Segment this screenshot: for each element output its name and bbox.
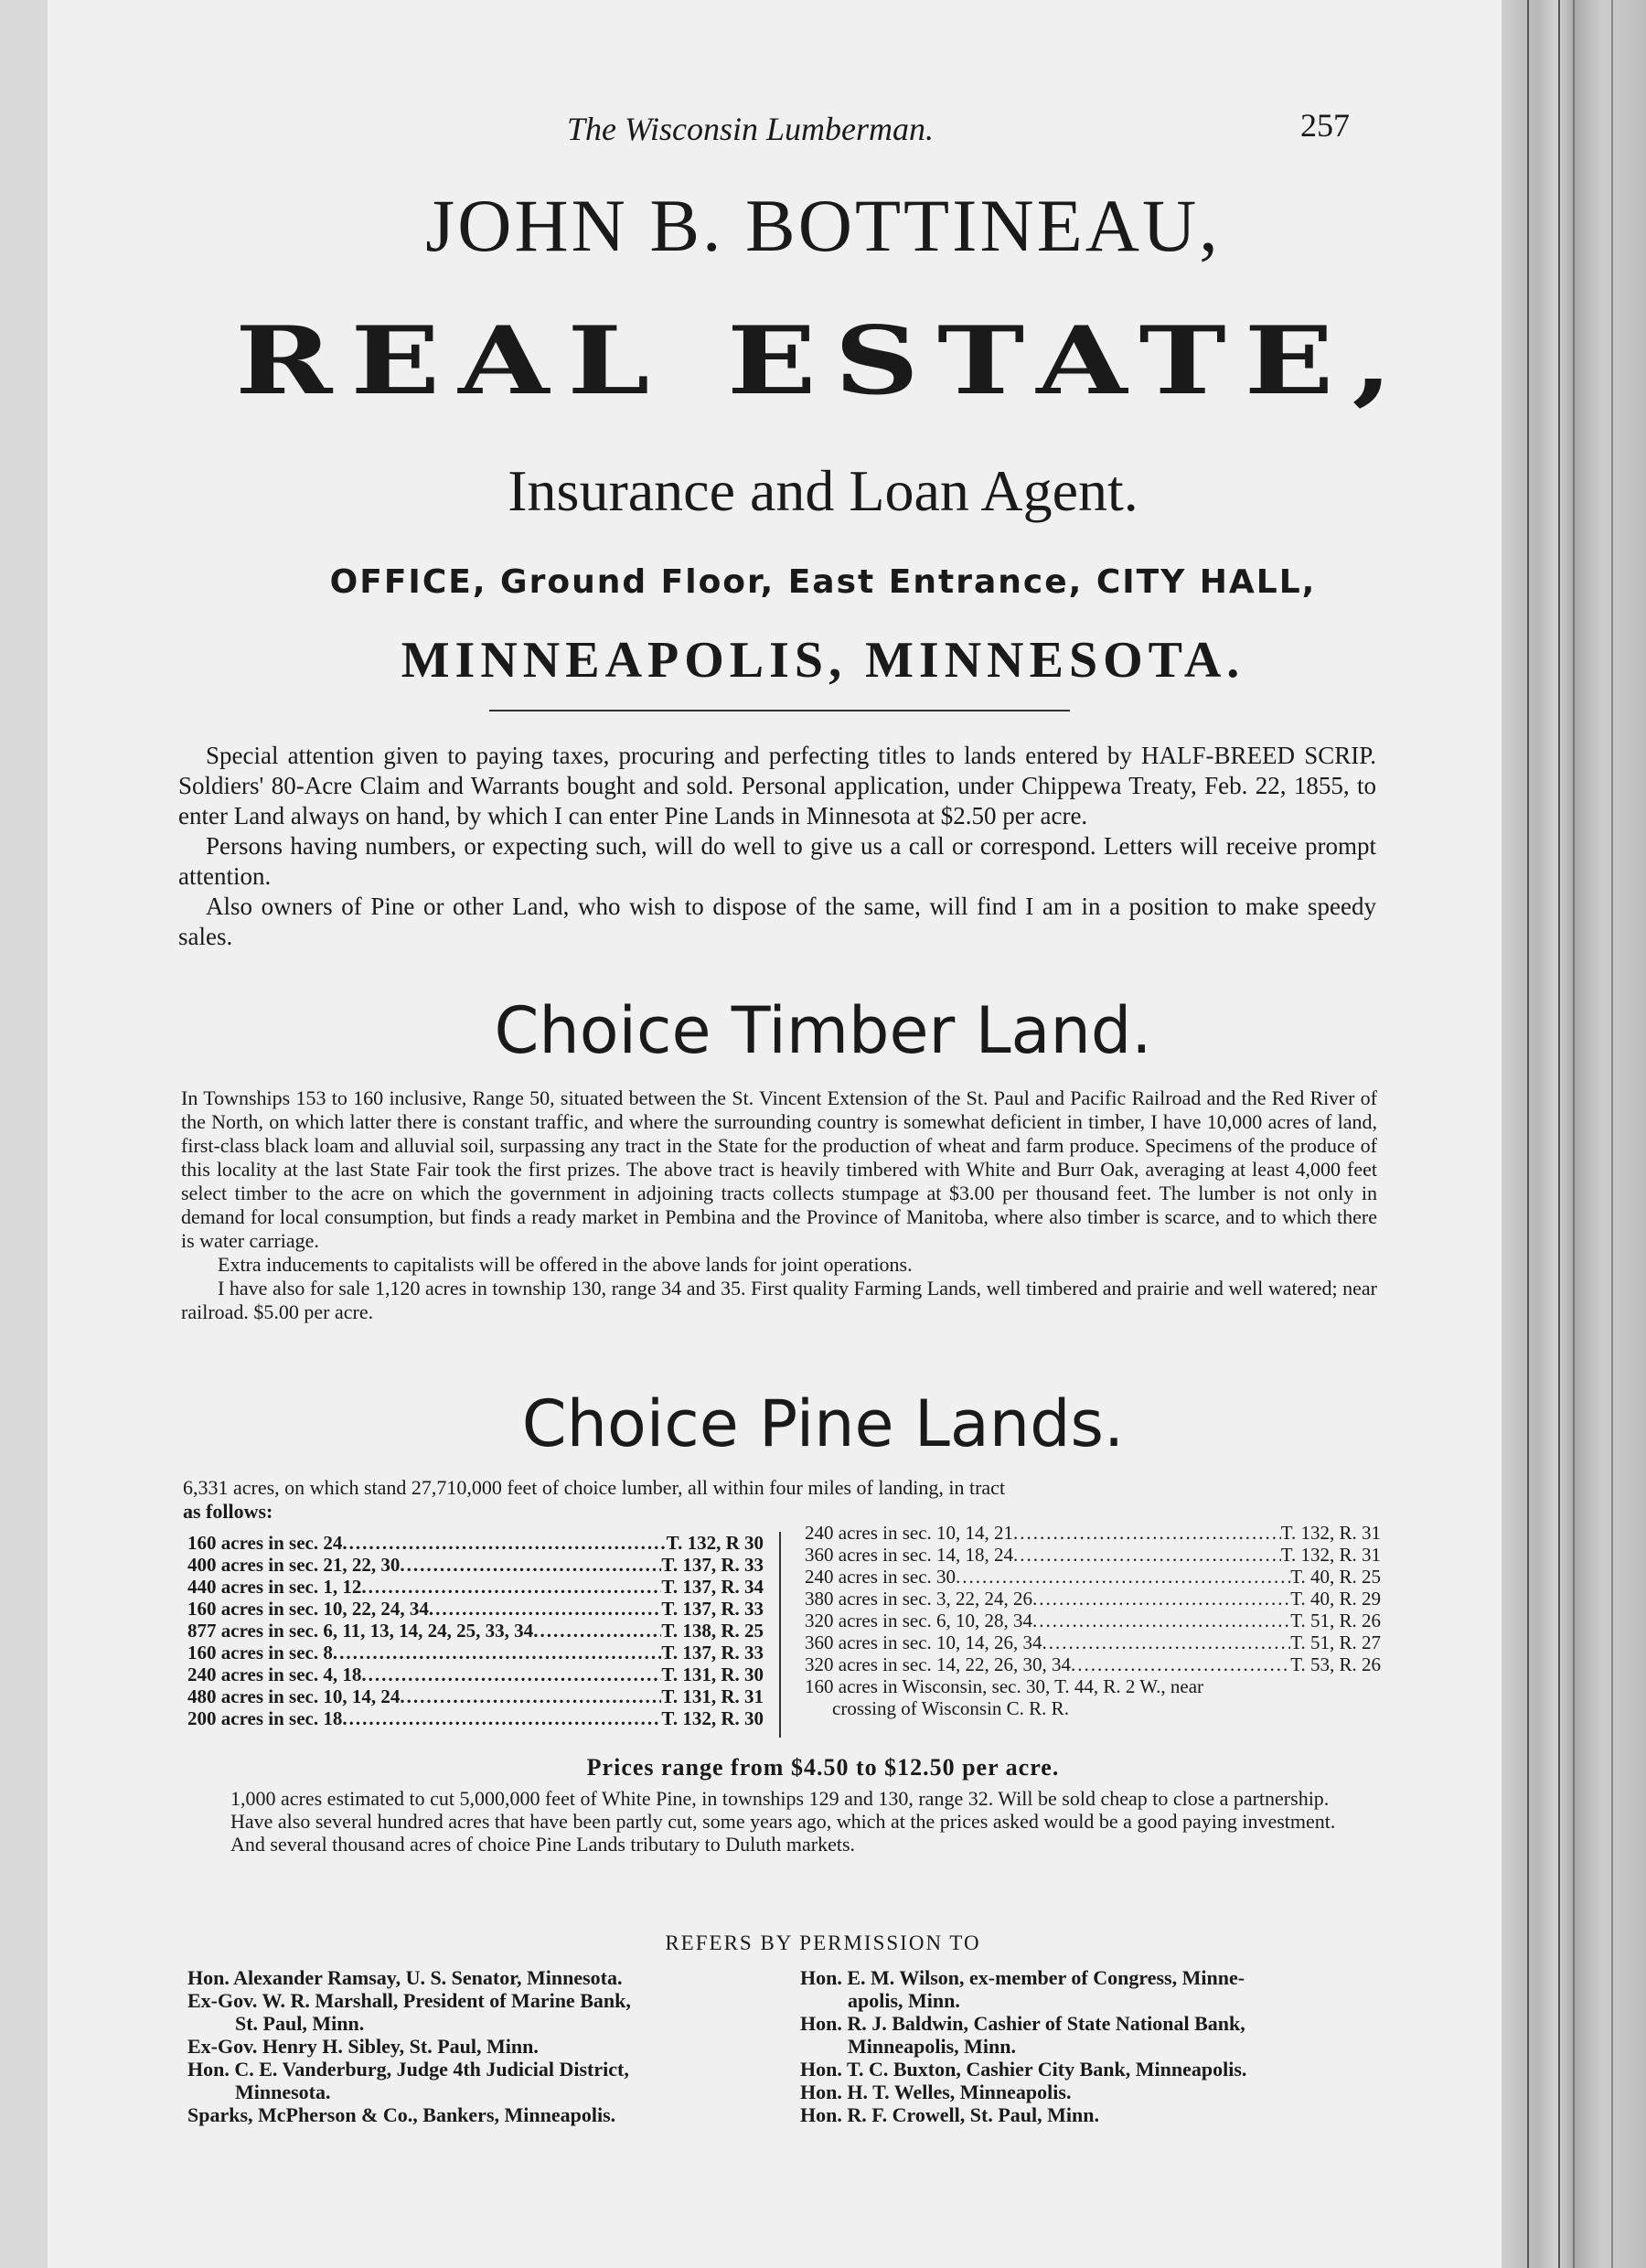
intro-section (178, 741, 1376, 952)
pine-paragraph: 1,000 acres estimated to cut 5,000,000 feet of White Pine, in townships 129 and 130, range 32. Will be sold cheap to close a partnership. (230, 1787, 1330, 1810)
dot-leader (1071, 1653, 1290, 1675)
timber-paragraph: Extra inducements to capitalists will be offered in the above lands for joint operations. (218, 1253, 913, 1276)
dot-leader (533, 1620, 661, 1642)
references-right (800, 1966, 1385, 2126)
column-divider (779, 1532, 781, 1738)
tract-description: 380 acres in sec. 3, 22, 24, 26 (805, 1588, 1033, 1610)
dot-leader (1032, 1610, 1290, 1631)
timber-paragraph: I have also for sale 1,120 acres in township 130, range 34 and 35. First quality Farming Lands, well timbered and prairie and well watered; near railroad. $5.00 per acre. (181, 1277, 1377, 1323)
tract-row (187, 1642, 764, 1664)
reference-entry: Hon. R. F. Crowell, St. Paul, Minn. (800, 2103, 1099, 2126)
pine-intro-text: 6,331 acres, on which stand 27,710,000 feet of choice lumber, all within four miles of landing, in tract (183, 1476, 1006, 1499)
tract-row (187, 1598, 764, 1620)
dot-leader (429, 1598, 662, 1620)
tract-location: T. 132, R. 31 (1280, 1544, 1381, 1566)
price-range: Prices range from $4.50 to $12.50 per acre. (586, 1754, 1060, 1781)
reference-entry: St. Paul, Minn. (235, 2012, 365, 2035)
reference-entry: Hon. E. M. Wilson, ex-member of Congress, Minne- (800, 1966, 1245, 1989)
pine-intro-tail: as follows: (183, 1500, 273, 1523)
timber-section (181, 1086, 1377, 1324)
references-left (187, 1966, 791, 2126)
tract-location: T. 132, R. 30 (661, 1707, 764, 1729)
city-line: MINNEAPOLIS, MINNESOTA. (401, 632, 1245, 689)
running-title: The Wisconsin Lumberman. (567, 111, 935, 147)
tract-row (187, 1532, 764, 1554)
tract-location: T. 132, R. 31 (1280, 1522, 1381, 1544)
tract-description: 320 acres in sec. 6, 10, 28, 34 (805, 1610, 1033, 1631)
office-address: OFFICE, Ground Floor, East Entrance, CITY HALL, (329, 563, 1317, 601)
reference-entry: apolis, Minn. (848, 1989, 960, 2012)
dot-leader (333, 1642, 662, 1664)
tract-description: 200 acres in sec. 18 (187, 1707, 343, 1729)
tract-location: T. 40, R. 25 (1290, 1566, 1381, 1588)
reference-entry: Minnesota. (235, 2081, 331, 2103)
reference-entry: Hon. C. E. Vanderburg, Judge 4th Judicial District, (187, 2058, 629, 2081)
tract-description: 877 acres in sec. 6, 11, 13, 14, 24, 25, 33, 34 (187, 1620, 534, 1642)
tract-location: T. 137, R. 33 (661, 1642, 764, 1664)
intro-paragraph: Special attention given to paying taxes, procuring and perfecting titles to lands entered by HALF-BREED SCRIP. Soldiers' 80-Acre Claim and Warrants bought and sold. Personal application, under Chippewa Treaty, Feb. 22, 1855, to enter Land always on hand, by which I can enter Pine Lands in Minnesota at $2.50 per acre. (178, 742, 1376, 829)
tract-row (187, 1707, 764, 1729)
tract-description: 240 acres in sec. 30 (805, 1566, 957, 1588)
reference-entry: Hon. R. J. Baldwin, Cashier of State National Bank, (800, 2012, 1245, 2035)
tract-description: 400 acres in sec. 21, 22, 30 (187, 1554, 401, 1576)
tract-list-left (187, 1532, 764, 1729)
tract-row (805, 1610, 1381, 1631)
tract-location: T. 137, R. 33 (661, 1554, 764, 1576)
tract-list-right (805, 1522, 1381, 1719)
tract-description: 440 acres in sec. 1, 12 (187, 1576, 362, 1598)
dot-leader (1032, 1588, 1290, 1610)
tract-description: 360 acres in sec. 14, 18, 24 (805, 1544, 1014, 1566)
timber-heading: Choice Timber Land. (494, 993, 1152, 1068)
advertiser-name: JOHN B. BOTTINEAU, (425, 184, 1221, 267)
intro-paragraph: Also owners of Pine or other Land, who wish to dispose of the same, will find I am in a position to make speedy sales. (178, 893, 1376, 950)
pine-paragraph: And several thousand acres of choice Pine Lands tributary to Duluth markets. (230, 1833, 856, 1856)
tract-row (805, 1544, 1381, 1566)
tract-location: T. 137, R. 33 (661, 1598, 764, 1620)
dot-leader (361, 1664, 661, 1685)
agent-subtitle: Insurance and Loan Agent. (508, 458, 1138, 523)
tract-note: 160 acres in Wisconsin, sec. 30, T. 44, R. 2 W., near (805, 1675, 1204, 1697)
dot-leader (1013, 1544, 1281, 1566)
tract-description: 160 acres in sec. 24 (187, 1532, 343, 1554)
reference-entry: Ex-Gov. W. R. Marshall, President of Marine Bank, (187, 1989, 631, 2012)
tract-description: 160 acres in sec. 10, 22, 24, 34 (187, 1598, 429, 1620)
tract-row (805, 1653, 1381, 1675)
tract-row (187, 1664, 764, 1685)
tract-row (805, 1566, 1381, 1588)
tract-row (187, 1576, 764, 1598)
tract-row (187, 1554, 764, 1576)
dot-leader (342, 1532, 666, 1554)
dot-leader (400, 1685, 661, 1707)
tract-description: 160 acres in sec. 8 (187, 1642, 333, 1664)
reference-entry: Hon. Alexander Ramsay, U. S. Senator, Minnesota. (187, 1966, 623, 1989)
reference-entry: Minneapolis, Minn. (848, 2035, 1016, 2058)
pine-heading: Choice Pine Lands. (521, 1386, 1125, 1461)
intro-paragraph: Persons having numbers, or expecting such, will do well to give us a call or correspond. Letters will receive prompt attention. (178, 832, 1376, 890)
pine-more-section (183, 1787, 1376, 1856)
tract-row (805, 1631, 1381, 1653)
tract-description: 360 acres in sec. 10, 14, 26, 34 (805, 1631, 1042, 1653)
pine-intro (183, 1476, 1376, 1524)
reference-entry: Ex-Gov. Henry H. Sibley, St. Paul, Minn. (187, 2035, 539, 2058)
tract-location: T. 138, R. 25 (661, 1620, 764, 1642)
tract-location: T. 131, R. 30 (661, 1664, 764, 1685)
tract-location: T. 137, R. 34 (661, 1576, 764, 1598)
tract-description: 320 acres in sec. 14, 22, 26, 30, 34 (805, 1653, 1072, 1675)
tract-location: T. 51, R. 27 (1290, 1631, 1381, 1653)
reference-entry: Sparks, McPherson & Co., Bankers, Minneapolis. (187, 2103, 616, 2126)
tract-row (805, 1588, 1381, 1610)
tract-location: T. 40, R. 29 (1290, 1588, 1381, 1610)
tract-location: T. 51, R. 26 (1290, 1610, 1381, 1631)
tract-description: 240 acres in sec. 4, 18 (187, 1664, 362, 1685)
reference-entry: Hon. H. T. Welles, Minneapolis. (800, 2081, 1072, 2103)
dot-leader (361, 1576, 661, 1598)
tract-row (187, 1685, 764, 1707)
tract-note: crossing of Wisconsin C. R. R. (832, 1697, 1069, 1719)
dot-leader (1042, 1631, 1291, 1653)
references-heading: REFERS BY PERMISSION TO (665, 1931, 981, 1954)
dot-leader (956, 1566, 1290, 1588)
tract-location: T. 132, R 30 (666, 1532, 764, 1554)
tract-location: T. 53, R. 26 (1290, 1653, 1381, 1675)
tract-description: 240 acres in sec. 10, 14, 21 (805, 1522, 1014, 1544)
real-estate-heading: REAL ESTATE, (235, 306, 1411, 416)
page-number: 257 (1300, 107, 1350, 144)
pine-paragraph: Have also several hundred acres that have been partly cut, some years ago, which at the prices asked would be a good paying investment. (230, 1810, 1336, 1833)
reference-entry: Hon. T. C. Buxton, Cashier City Bank, Minneapolis. (800, 2058, 1247, 2081)
tract-location: T. 131, R. 31 (661, 1685, 764, 1707)
timber-paragraph: In Townships 153 to 160 inclusive, Range 50, situated between the St. Vincent Extension of the St. Paul and Pacific Railroad and the Red River of the North, on which latter there is constant traffic, and where the surrounding country is somewhat deficient in timber, I have 10,000 acres of land, first-class black loam and alluvial soil, surpassing any tract in the State for the production of wheat and farm produce. Specimens of the produce of this locality at the last State Fair took the first prizes. The above tract is heavily timbered with White and Burr Oak, averaging at least 4,000 feet select timber to the acre on which the government in adjoining tracts collects stumpage at $3.00 per thousand feet. The lumber is not only in demand for local consumption, but finds a ready market in Pembina and the Province of Manitoba, where also timber is scarce, and to which there is water carriage. (181, 1086, 1377, 1252)
dot-leader (342, 1707, 661, 1729)
divider-rule (489, 710, 1070, 711)
tract-row (187, 1620, 764, 1642)
tract-description: 480 acres in sec. 10, 14, 24 (187, 1685, 401, 1707)
tract-row (805, 1522, 1381, 1544)
dot-leader (400, 1554, 661, 1576)
dot-leader (1013, 1522, 1281, 1544)
